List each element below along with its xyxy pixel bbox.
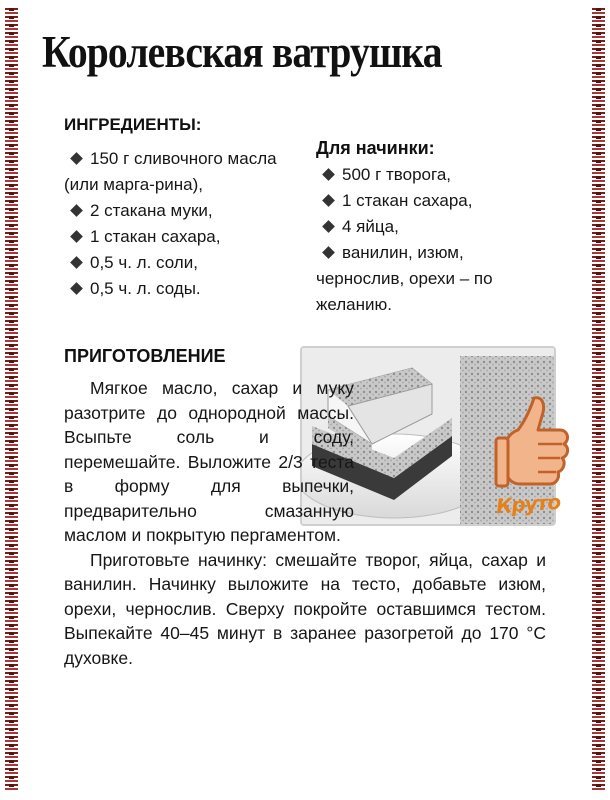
- recipe-title: Королевская ватрушка: [42, 27, 442, 77]
- preparation-paragraph-2: Приготовьте начинку: смешайте творог, яйца, сахар и ванилин. Начинку выложите на тесто, добавьте изюм, орехи, чернослив. Сверху покройте оставшимся тестом. Выпекайте 40–45 минут в заранее разогретой до 170 °С духовке.: [64, 549, 546, 668]
- list-item: 150 г сливочного масла (или марга-рина),: [64, 149, 277, 194]
- bullet-icon: [70, 282, 83, 295]
- list-item: 0,5 ч. л. соли,: [64, 250, 296, 276]
- preparation-heading: ПРИГОТОВЛЕНИЕ: [64, 346, 226, 366]
- ingredients-heading: ИНГРЕДИЕНТЫ:: [64, 115, 202, 134]
- bullet-icon: [70, 204, 83, 217]
- filling-heading: Для начинки:: [316, 138, 435, 158]
- preparation-paragraph-1: Мягкое масло, сахар и муку разотрите до однородной массы. Всыпьте соль и соду, перемешайте. Выложите 2/3 теста в форму для выпечки, предварительно смазанную маслом и покрытую пергаментом.: [64, 378, 354, 545]
- preparation-text: [64, 376, 546, 670]
- list-item: ванилин, изюм, чернослив, орехи – по желанию.: [316, 243, 493, 314]
- bullet-icon: [322, 194, 335, 207]
- list-item: 1 стакан сахара,: [64, 224, 296, 250]
- list-item: 4 яйца,: [316, 214, 548, 240]
- bullet-icon: [70, 230, 83, 243]
- list-item: 500 г творога,: [316, 162, 548, 188]
- bullet-icon: [70, 256, 83, 269]
- ingredients-list: [64, 146, 296, 302]
- filling-list: [316, 162, 548, 318]
- left-ornament-border: [5, 8, 18, 792]
- bullet-icon: [322, 246, 335, 259]
- bullet-icon: [322, 220, 335, 233]
- bullet-icon: [322, 168, 335, 181]
- right-ornament-border: [592, 8, 605, 792]
- kruto-label: Круто: [495, 489, 561, 519]
- bullet-icon: [70, 152, 83, 165]
- list-item: 2 стакана муки,: [64, 198, 296, 224]
- list-item: 1 стакан сахара,: [316, 188, 548, 214]
- list-item: 0,5 ч. л. соды.: [64, 276, 296, 302]
